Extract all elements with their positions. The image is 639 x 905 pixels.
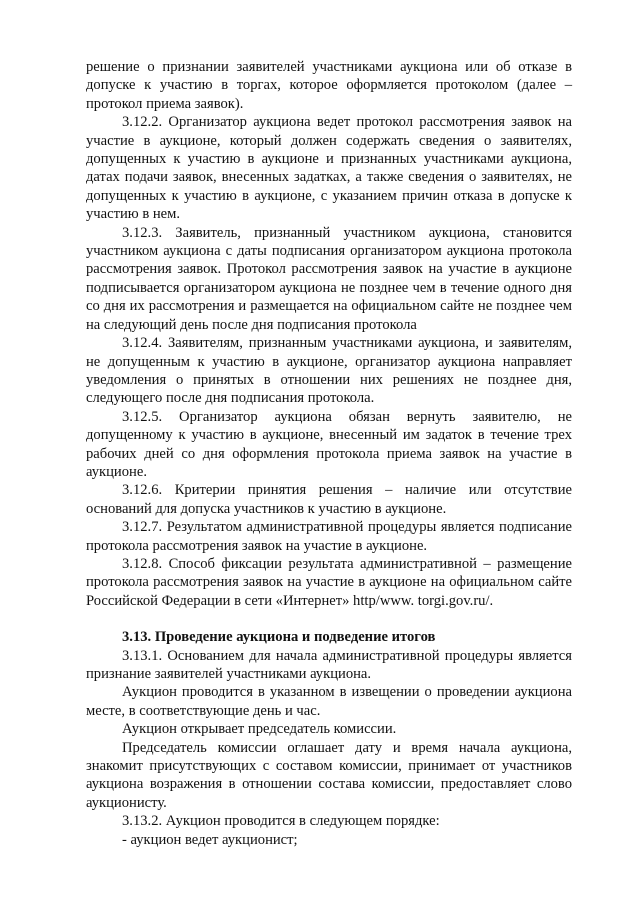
section-spacer [86,610,572,628]
paragraph-chairman-announces: Председатель комиссии оглашает дату и время начала аукциона, знакомит присутствующих с составом комиссии, принимает от участников аукциона возражения в отношении состава комиссии, предоставляет слово аукционисту. [86,739,572,811]
paragraph-3-12-6: 3.12.6. Критерии принятия решения – наличие или отсутствие оснований для допуска участников к участию в аукционе. [86,482,572,517]
paragraph-3-12-4: 3.12.4. Заявителям, признанным участниками аукциона, и заявителям, не допущенным к участию в аукционе, организатор аукциона направляет уведомления о принятых в отношении них решениях не позднее дня, следующего после дня подписания протокола. [86,335,572,407]
paragraph-continuation: решение о признании заявителей участниками аукциона или об отказе в допуске к участию в торгах, которое оформляется протоколом (далее – протокол приема заявок). [86,59,572,112]
document-page [86,58,572,849]
paragraph-auction-place: Аукцион проводится в указанном в извещении о проведении аукциона месте, в соответствующие день и час. [86,684,572,719]
list-item-auctioneer: - аукцион ведет аукционист; [122,831,298,848]
paragraph-auction-opens: Аукцион открывает председатель комиссии. [122,721,397,738]
paragraph-3-12-7: 3.12.7. Результатом административной процедуры является подписание протокола рассмотрения заявок на участие в аукционе. [86,519,572,554]
paragraph-3-13-1: 3.13.1. Основанием для начала административной процедуры является признание заявителей участниками аукциона. [86,647,572,682]
paragraph-3-12-2: 3.12.2. Организатор аукциона ведет протокол рассмотрения заявок на участие в аукционе, который должен содержать сведения о заявителях, допущенных к участию в аукционе и признанных участниками аукциона, датах подачи заявок, внесенных задатках, а также сведения о заявителях, не допущенных к участию в аукционе, с указанием причин отказа в допуске к участию в нем. [86,114,572,223]
paragraph-3-13-2: 3.13.2. Аукцион проводится в следующем порядке: [122,813,440,830]
paragraph-3-12-3: 3.12.3. Заявитель, признанный участником аукциона, становится участником аукциона с даты подписания организатором аукциона протокола рассмотрения заявок. Протокол рассмотрения заявок на участие в аукционе подписывается организатором аукциона не позднее чем в течение одного дня со дня их рассмотрения и размещается на официальном сайте не позднее чем на следующий день после дня подписания протокола [86,224,572,333]
paragraph-3-12-8: 3.12.8. Способ фиксации результата административной – размещение протокола рассмотрения заявок на участие в аукционе на официальном сайте Российской Федерации в сети «Интернет» http/www. torgi.gov.ru/. [86,555,572,609]
paragraph-3-12-5: 3.12.5. Организатор аукциона обязан вернуть заявителю, не допущенному к участию в аукционе, внесенный им задаток в течение трех рабочих дней со дня оформления протокола приема заявок на участие в аукционе. [86,408,572,480]
section-heading: 3.13. Проведение аукциона и подведение итогов [122,629,436,646]
